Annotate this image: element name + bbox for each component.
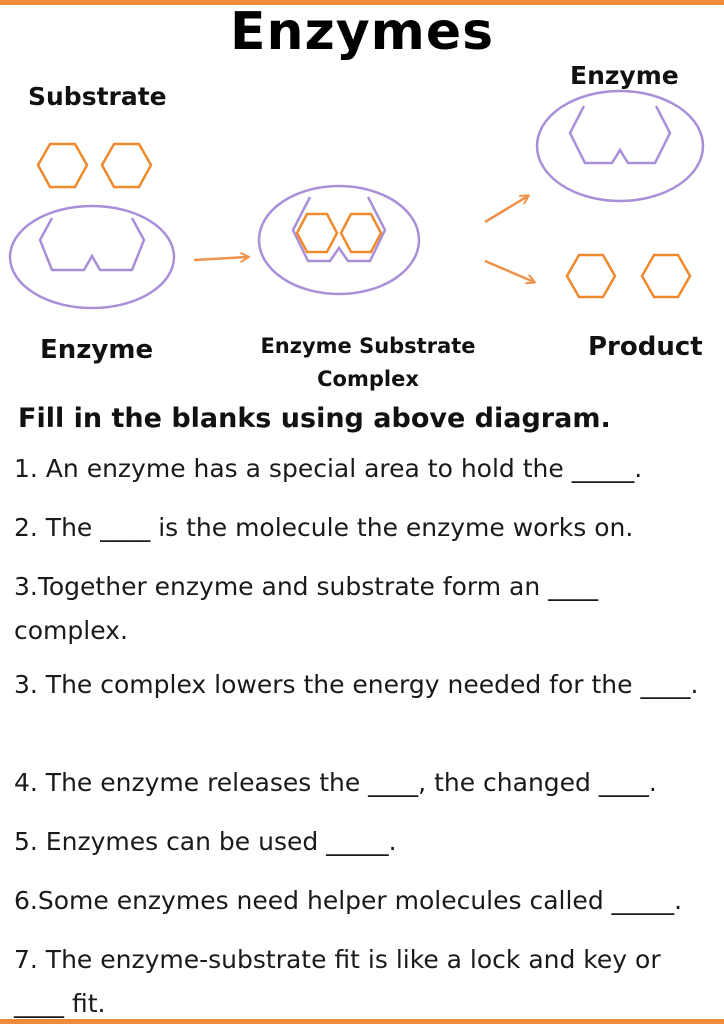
product-hexagon-left (567, 255, 615, 297)
complex-label: Enzyme Substrate Complex (260, 334, 476, 391)
substrate-molecule (38, 144, 151, 187)
question-7: 6.Some enzymes need helper molecules called _____. (14, 886, 683, 915)
enzyme-right-active-site (570, 106, 670, 163)
enzyme-left (10, 206, 174, 308)
worksheet-heading: Fill in the blanks using above diagram. (18, 403, 611, 434)
page-title: Enzymes (229, 2, 495, 62)
question-8: 7. The enzyme-substrate fit is like a lock and key or ____ fit. (14, 945, 661, 1018)
question-2: 2. The ____ is the molecule the enzyme works on. (14, 513, 634, 542)
question-4: 3. The complex lowers the energy needed for the ____. (14, 670, 699, 699)
product-hexagon-right (642, 255, 690, 297)
hexagon-right (102, 144, 151, 187)
enzyme-right-body (537, 91, 703, 201)
enzyme-left-label: Enzyme (40, 335, 154, 365)
product-molecules (567, 255, 690, 297)
complex-hexagon-left (297, 214, 337, 252)
arrow-to-enzyme (485, 196, 528, 222)
complex-enzyme-body (259, 186, 419, 294)
product-label: Product (588, 332, 703, 362)
question-6: 5. Enzymes can be used _____. (14, 827, 397, 856)
question-5: 4. The enzyme releases the ____, the changed ____. (14, 768, 657, 797)
question-3: 3.Together enzyme and substrate form an ____ complex. (14, 572, 599, 645)
arrow-to-product (485, 261, 534, 282)
hexagon-left (38, 144, 87, 187)
substrate-label: Substrate (28, 82, 167, 111)
complex-hexagon-right (341, 214, 381, 252)
enzyme-substrate-complex (259, 186, 419, 294)
arrow-to-complex (194, 257, 248, 260)
enzyme-right-label: Enzyme (570, 61, 679, 90)
question-1: 1. An enzyme has a special area to hold the _____. (14, 454, 643, 483)
enzyme-right (537, 91, 703, 201)
enzyme-left-active-site (40, 218, 144, 270)
bottom-accent-bar (0, 1019, 724, 1024)
